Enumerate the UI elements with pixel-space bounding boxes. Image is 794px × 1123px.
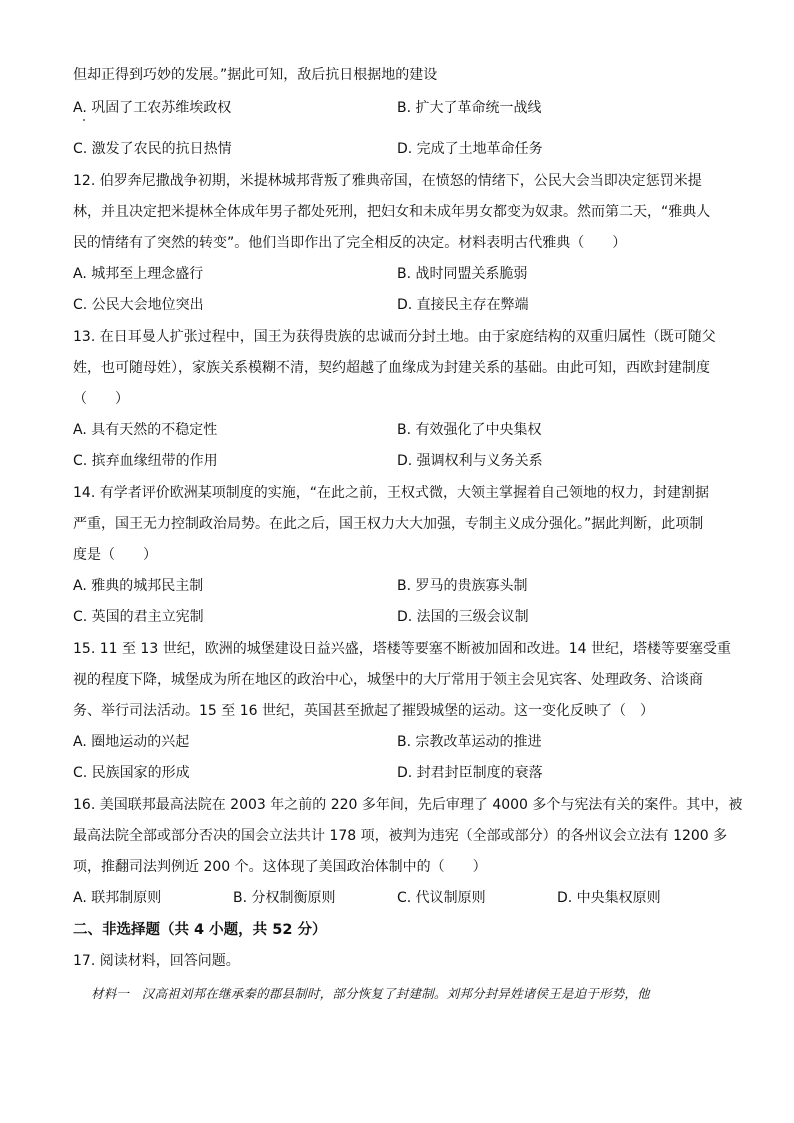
q14-option-d: D. 法国的三级会议制 [397, 609, 529, 625]
q11-option-c: C. 激发了农民的抗日热情 [73, 141, 232, 157]
q16-stem-line-3: 项，推翻司法判例近 200 个。这体现了美国政治体制中的（ ） [73, 859, 487, 875]
q15-stem-line-2: 视的程度下降，城堡成为所在地区的政治中心，城堡中的大厅常用于领主会见宾客、处理政务、洽谈商 [73, 672, 703, 688]
q11-option-d: D. 完成了土地革命任务 [397, 141, 543, 157]
q13-option-a: A. 具有天然的不稳定性 [73, 422, 218, 438]
material-one-text: 材料一 汉高祖刘邦在继承秦的郡县制时，部分恢复了封建制。刘邦分封异姓诸侯王是迫于形势，他 [91, 986, 650, 1001]
q14-option-c: C. 英国的君主立宪制 [73, 609, 204, 625]
q15-option-d: D. 封君封臣制度的衰落 [397, 765, 543, 781]
q15-option-c: C. 民族国家的形成 [73, 765, 190, 781]
q13-stem-line-1: 13. 在日耳曼人扩张过程中，国王为获得贵族的忠诚而分封土地。由于家庭结构的双重归属性（既可随父 [73, 329, 716, 345]
q12-option-c: C. 公民大会地位突出 [73, 297, 204, 313]
q12-option-a: A. 城邦至上理念盛行 [73, 266, 204, 282]
q12-option-b: B. 战时同盟关系脆弱 [397, 266, 528, 282]
q14-stem-line-2: 严重，国王无力控制政治局势。在此之后，国王权力大大加强，专制主义成分强化。”据此判断，此项制 [73, 516, 704, 532]
q14-stem-line-3: 度是（ ） [73, 547, 157, 563]
q13-stem-line-2: 姓，也可随母姓），家族关系模糊不清，契约超越了血缘成为封建关系的基础。由此可知，西欧封建制度 [73, 360, 710, 376]
q14-option-a: A. 雅典的城邦民主制 [73, 578, 204, 594]
q13-option-b: B. 有效强化了中央集权 [397, 422, 542, 438]
q16-stem-line-1: 16. 美国联邦最高法院在 2003 年之前的 220 多年间，先后审理了 4000 多个与宪法有关的案件。其中，被 [73, 797, 743, 813]
q16-option-d: D. 中央集权原则 [557, 890, 661, 906]
section-heading: 二、非选择题（共 4 小题，共 52 分） [73, 922, 327, 938]
stray-mark [83, 119, 85, 121]
q15-stem-line-3: 务、举行司法活动。15 至 16 世纪，英国甚至掀起了摧毁城堡的运动。这一变化反映了（ ） [73, 703, 654, 719]
q16-stem-line-2: 最高法院全部或部分否决的国会立法共计 178 项，被判为违宪（全部或部分）的各州议会立法有 1200 多 [73, 828, 728, 844]
q12-stem-line-1: 12. 伯罗奔尼撒战争初期，米提林城邦背叛了雅典帝国，在愤怒的情绪下，公民大会当即决定惩罚米提 [73, 173, 702, 189]
q11-option-a: A. 巩固了工农苏维埃政权 [73, 100, 232, 116]
q16-option-a: A. 联邦制原则 [73, 890, 162, 906]
q16-option-c: C. 代议制原则 [397, 890, 486, 906]
q15-option-a: A. 圈地运动的兴起 [73, 734, 190, 750]
q16-option-b: B. 分权制衡原则 [233, 890, 336, 906]
q15-stem-line-1: 15. 11 至 13 世纪，欧洲的城堡建设日益兴盛，塔楼等要塞不断被加固和改进。14 世纪，塔楼等要塞受重 [73, 641, 731, 657]
q17-stem: 17. 阅读材料，回答问题。 [73, 953, 240, 969]
q12-stem-line-2: 林，并且决定把米提林全体成年男子都处死刑，把妇女和未成年男女都变为奴隶。然而第二天，“雅典人 [73, 204, 711, 220]
q11-option-b: B. 扩大了革命统一战线 [397, 100, 542, 116]
q12-option-d: D. 直接民主存在弊端 [397, 297, 529, 313]
q13-option-c: C. 摈弃血缘纽带的作用 [73, 453, 218, 469]
q11-stem-tail: 但却正得到巧妙的发展。”据此可知，敌后抗日根据地的建设 [73, 67, 438, 83]
q13-option-d: D. 强调权利与义务关系 [397, 453, 543, 469]
q14-option-b: B. 罗马的贵族寡头制 [397, 578, 528, 594]
q14-stem-line-1: 14. 有学者评价欧洲某项制度的实施，“在此之前，王权式微，大领主掌握着自己领地的权力，封建割据 [73, 485, 709, 501]
q13-stem-line-3: （ ） [73, 391, 129, 407]
q12-stem-line-3: 民的情绪有了突然的转变”。他们当即作出了完全相反的决定。材料表明古代雅典（ ） [73, 235, 627, 251]
q15-option-b: B. 宗教改革运动的推进 [397, 734, 542, 750]
